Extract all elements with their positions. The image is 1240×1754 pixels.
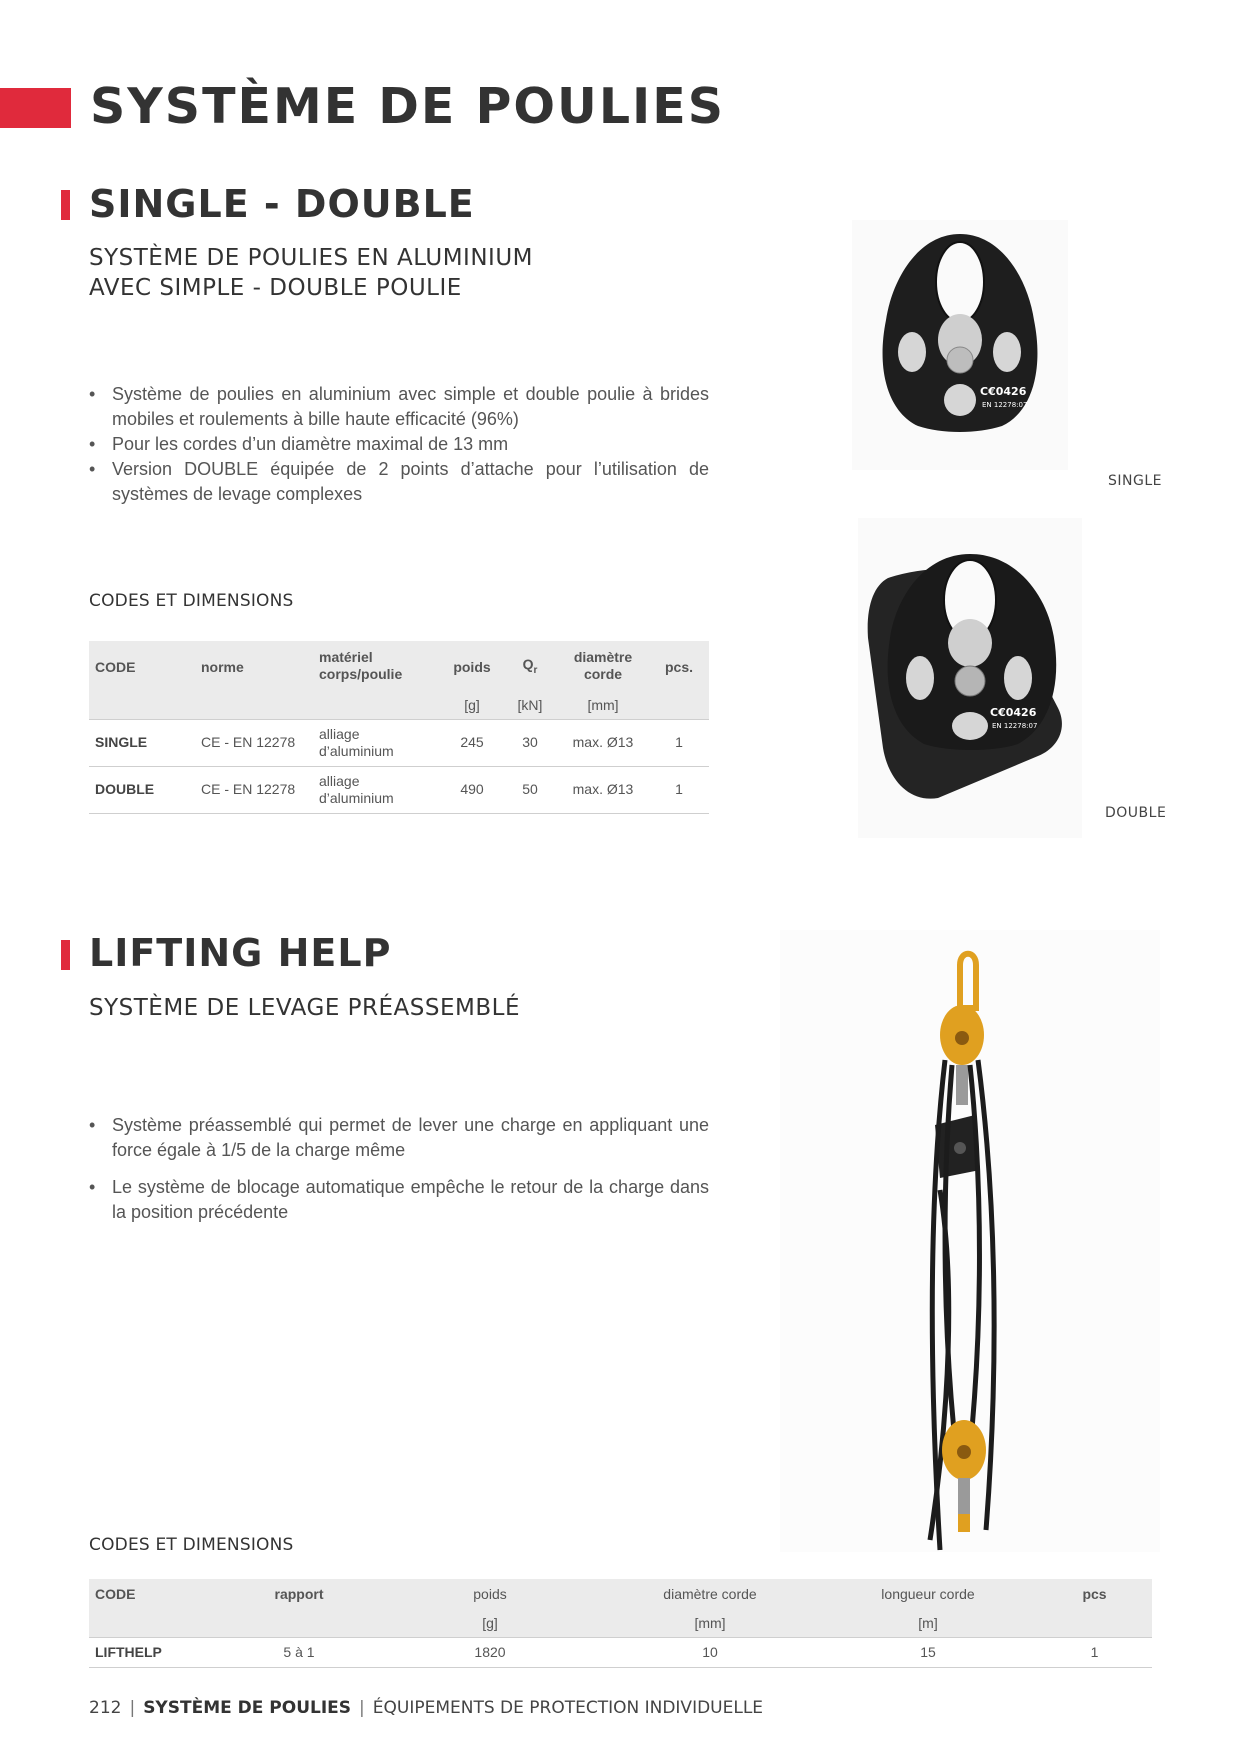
table-cell: max. Ø13 [557, 766, 649, 813]
table-unit [313, 693, 441, 719]
feature-list [89, 382, 709, 507]
image-caption-single: SINGLE [1108, 473, 1162, 489]
codes-dimensions-label: CODES ET DIMENSIONS [89, 591, 294, 611]
table-unit [1037, 1609, 1152, 1637]
image-caption-double: DOUBLE [1105, 805, 1167, 821]
table-header: rapport [274, 1586, 324, 1602]
table-unit: [mm] [557, 693, 649, 719]
table-unit: [kN] [503, 693, 557, 719]
table-cell: 1 [649, 766, 709, 813]
list-item: • Version DOUBLE équipée de 2 points d’attache pour l’utilisation de systèmes de levage complexes [89, 457, 709, 507]
list-item: • Système préassemblé qui permet de lever une charge en appliquant une force égale à 1/5 de la charge même [89, 1113, 709, 1163]
q-symbol: Q [522, 655, 534, 672]
table-header: norme [201, 658, 244, 675]
table-cell: CE - EN 12278 [195, 719, 313, 766]
table-cell: 30 [503, 719, 557, 766]
table-header-row [89, 641, 709, 693]
table-cell: 10 [601, 1637, 819, 1667]
table-header: diamètre corde [573, 649, 633, 682]
table-header: pcs. [664, 658, 693, 675]
spec-table-lifthelp [89, 1579, 1152, 1668]
table-cell: 15 [819, 1637, 1037, 1667]
page-title-accent-bar [0, 88, 71, 128]
section-title-single-double: SINGLE - DOUBLE [89, 182, 475, 226]
codes-dimensions-label: CODES ET DIMENSIONS [89, 1535, 294, 1555]
feature-list [89, 1113, 709, 1225]
subtitle-line: AVEC SIMPLE - DOUBLE POULIE [89, 275, 462, 301]
footer-category: ÉQUIPEMENTS DE PROTECTION INDIVIDUELLE [372, 1698, 764, 1718]
list-item: • Le système de blocage automatique empêche le retour de la charge dans la position précédente [89, 1175, 709, 1225]
table-cell: alliage d’aluminium [313, 766, 441, 813]
table-unit [89, 1609, 219, 1637]
table-cell: max. Ø13 [557, 719, 649, 766]
double-marking: C€0426 [990, 706, 1037, 719]
table-cell: alliage d’aluminium [313, 719, 441, 766]
table-unit: [g] [379, 1609, 601, 1637]
table-header-row [89, 1579, 1152, 1609]
page-number: 212 [89, 1698, 122, 1718]
spec-table-single-double [89, 641, 709, 814]
q-subscript: r [533, 664, 538, 676]
table-header: CODE [95, 1586, 136, 1602]
table-header: diamètre corde [663, 1586, 757, 1602]
table-cell: SINGLE [89, 719, 195, 766]
table-cell: 1 [649, 719, 709, 766]
table-cell: CE - EN 12278 [195, 766, 313, 813]
section-subtitle: SYSTÈME DE LEVAGE PRÉASSEMBLÉ [89, 995, 520, 1021]
table-cell: 50 [503, 766, 557, 813]
table-header: poids [473, 1586, 507, 1602]
list-item: • Pour les cordes d’un diamètre maximal de 13 mm [89, 432, 709, 457]
table-cell: 5 à 1 [219, 1637, 379, 1667]
table-units-row [89, 693, 709, 719]
table-cell: DOUBLE [89, 766, 195, 813]
table-cell: 245 [441, 719, 503, 766]
table-header: CODE [95, 658, 136, 675]
double-norm: EN 12278:07 [992, 722, 1038, 730]
table-cell: 1 [1037, 1637, 1152, 1667]
table-unit: [m] [819, 1609, 1037, 1637]
table-cell: 490 [441, 766, 503, 813]
table-header: matériel corps/poulie [319, 649, 403, 682]
section-marker [61, 940, 70, 970]
table-row [89, 1637, 1152, 1667]
table-header: pcs [1082, 1586, 1107, 1602]
page-footer [89, 1698, 763, 1718]
footer-separator: | [129, 1698, 136, 1718]
double-pulley-image [858, 518, 1082, 838]
table-header: poids [453, 658, 491, 675]
table-units-row [89, 1609, 1152, 1637]
table-row [89, 719, 709, 766]
table-unit [89, 693, 195, 719]
section-subtitle [89, 243, 533, 303]
list-item: • Système de poulies en aluminium avec simple et double poulie à brides mobiles et roulements à bille haute efficacité (96%) [89, 382, 709, 432]
table-unit [195, 693, 313, 719]
table-header: longueur corde [881, 1586, 975, 1602]
table-unit [219, 1609, 379, 1637]
table-cell: LIFTHELP [89, 1637, 219, 1667]
section-title-lifting-help: LIFTING HELP [89, 931, 392, 975]
table-row [89, 766, 709, 813]
table-unit: [g] [441, 693, 503, 719]
table-header [503, 641, 557, 693]
footer-separator: | [359, 1698, 365, 1718]
table-cell: 1820 [379, 1637, 601, 1667]
single-marking: C€0426 [980, 385, 1027, 398]
page-title: SYSTÈME DE POULIES [90, 78, 726, 135]
table-unit [649, 693, 709, 719]
subtitle-line: SYSTÈME DE POULIES EN ALUMINIUM [89, 245, 533, 271]
lifting-help-image [780, 930, 1160, 1552]
single-norm: EN 12278:07 [982, 401, 1028, 409]
section-marker [61, 190, 70, 220]
table-unit: [mm] [601, 1609, 819, 1637]
footer-section: SYSTÈME DE POULIES [143, 1698, 352, 1718]
single-pulley-image [852, 220, 1068, 470]
